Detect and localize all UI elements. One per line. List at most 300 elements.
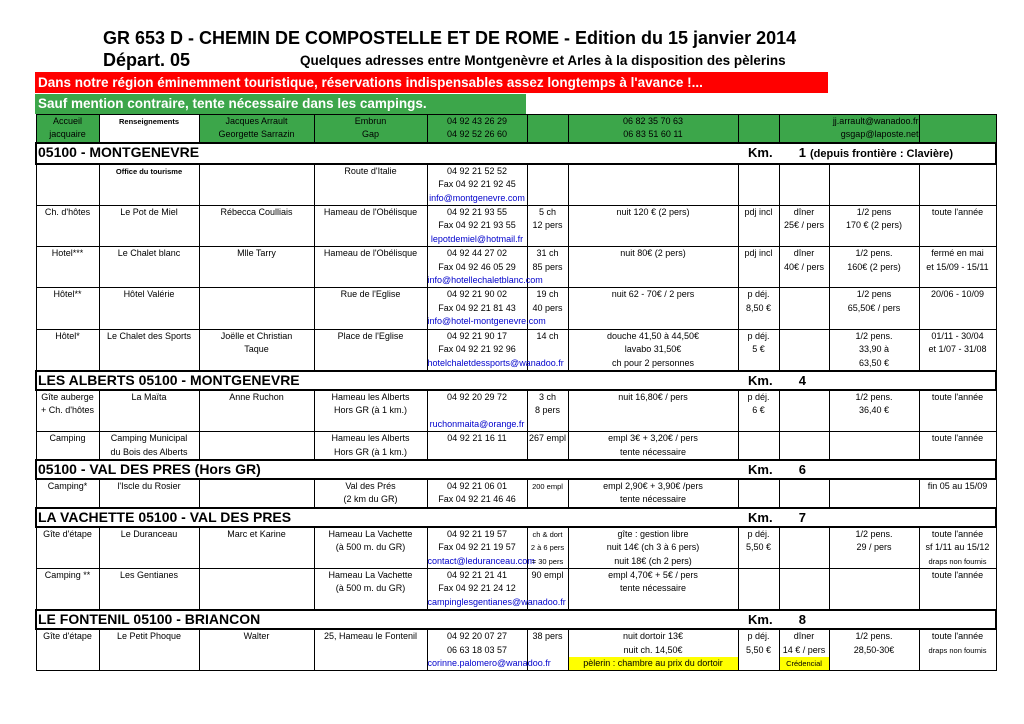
section-km bbox=[748, 509, 995, 526]
entry-cell: 2 à 6 pers bbox=[527, 541, 568, 554]
entry-cell bbox=[919, 404, 996, 417]
entry-cell: Taque bbox=[199, 343, 314, 356]
entry-cell bbox=[738, 233, 779, 247]
entry-cell bbox=[36, 178, 99, 191]
entry-cell bbox=[99, 178, 199, 191]
entry-cell bbox=[427, 446, 527, 459]
entry-cell bbox=[199, 274, 314, 288]
km-value bbox=[748, 611, 810, 628]
km-label: Km. bbox=[748, 509, 773, 525]
entry-line bbox=[36, 329, 996, 343]
entry-cell: Val des Prés bbox=[314, 479, 427, 493]
entry-cell: nuit dortoir 13€ bbox=[568, 629, 738, 643]
entry-cell bbox=[738, 432, 779, 446]
entry-cell: 12 pers bbox=[527, 219, 568, 232]
entry-line bbox=[36, 446, 996, 459]
entry-cell: Gîte d'étape bbox=[36, 629, 99, 643]
entry-cell: Place de l'Eglise bbox=[314, 329, 427, 343]
entry-cell: 8,50 € bbox=[738, 302, 779, 315]
entry-cell bbox=[527, 233, 568, 247]
entry-cell bbox=[314, 315, 427, 329]
entry-cell: nuit 120 € (2 pers) bbox=[568, 206, 738, 220]
entry-cell: Hôtel* bbox=[36, 329, 99, 343]
entry-cell: 5 ch bbox=[527, 206, 568, 220]
entry-cell bbox=[199, 233, 314, 247]
entry-line bbox=[36, 644, 996, 657]
entry-line bbox=[36, 390, 996, 404]
entry-cell bbox=[36, 446, 99, 459]
entry-cell bbox=[199, 404, 314, 417]
entry-cell bbox=[199, 446, 314, 459]
entry-cell bbox=[919, 219, 996, 232]
entry-cell bbox=[36, 582, 99, 595]
entry-cell bbox=[314, 274, 427, 288]
contact-cell: 04 92 43 26 29 04 92 52 26 60 bbox=[427, 115, 527, 143]
entry-cell bbox=[199, 219, 314, 232]
entry-line bbox=[36, 568, 996, 582]
km-number: 7 bbox=[798, 509, 806, 525]
entry-cell bbox=[738, 315, 779, 329]
entry-cell bbox=[527, 493, 568, 506]
entry-cell: Hameau La Vachette bbox=[314, 568, 427, 582]
entry-cell: corinne.palomero@wanadoo.fr bbox=[427, 657, 527, 671]
section-km bbox=[748, 611, 995, 628]
entry-cell bbox=[199, 302, 314, 315]
entry-cell: 04 92 21 52 52 bbox=[427, 164, 527, 178]
section-header-row bbox=[36, 371, 996, 390]
accommodation-table bbox=[35, 114, 997, 671]
entry-cell: toute l'année bbox=[919, 432, 996, 446]
entry-cell bbox=[99, 644, 199, 657]
entry-cell: 1/2 pens bbox=[829, 288, 919, 302]
entry-cell bbox=[779, 541, 829, 554]
entry-cell: Le Chalet blanc bbox=[99, 247, 199, 261]
entry-cell bbox=[314, 657, 427, 671]
entry-cell bbox=[779, 418, 829, 432]
entry-cell: 04 92 21 06 01 bbox=[427, 479, 527, 493]
entry-cell bbox=[919, 302, 996, 315]
entry-cell bbox=[527, 644, 568, 657]
entry-cell: pdj incl bbox=[738, 247, 779, 261]
entry-cell bbox=[314, 343, 427, 356]
entry-cell bbox=[199, 493, 314, 506]
entry-cell: nuit 18€ (ch 2 pers) bbox=[568, 555, 738, 569]
entry-cell: Hors GR (à 1 km.) bbox=[314, 404, 427, 417]
km-number: 6 bbox=[798, 461, 806, 477]
entry-cell bbox=[779, 479, 829, 493]
entry-cell: nuit ch. 14,50€ bbox=[568, 644, 738, 657]
entry-cell: nuit 16,80€ / pers bbox=[568, 390, 738, 404]
section-name: LE FONTENIL 05100 - BRIANCON bbox=[38, 611, 261, 628]
entry-cell bbox=[36, 343, 99, 356]
entry-line bbox=[36, 261, 996, 274]
entry-cell: 38 pers bbox=[527, 629, 568, 643]
section-header-row bbox=[36, 143, 996, 164]
entry-cell: p déj. bbox=[738, 329, 779, 343]
section-name: 05100 - MONTGENEVRE bbox=[38, 143, 200, 160]
entry-cell bbox=[829, 315, 919, 329]
entry-cell: Fax 04 92 46 05 29 bbox=[427, 261, 527, 274]
section-header bbox=[36, 460, 996, 479]
entry-cell bbox=[779, 315, 829, 329]
section-header-row bbox=[36, 610, 996, 629]
entry-cell: nuit 62 - 70€ / 2 pers bbox=[568, 288, 738, 302]
entry-cell bbox=[36, 555, 99, 569]
entry-cell bbox=[738, 479, 779, 493]
contact-cell: Embrun Gap bbox=[314, 115, 427, 143]
reservation-warning-banner: Dans notre région éminemment touristique, réservations indispensables assez longtemps à l'avance !... bbox=[35, 72, 828, 93]
km-label: Km. bbox=[748, 372, 773, 388]
entry-cell bbox=[36, 657, 99, 671]
entry-cell bbox=[919, 596, 996, 610]
document-subtitle: Quelques adresses entre Montgenèvre et Arles à la disposition des pèlerins bbox=[300, 53, 786, 68]
entry-cell: 1/2 pens. bbox=[829, 629, 919, 643]
km-number: 8 bbox=[798, 612, 806, 628]
entry-cell: Camping ** bbox=[36, 568, 99, 582]
entry-cell bbox=[919, 418, 996, 432]
entry-cell: p déj. bbox=[738, 390, 779, 404]
entry-cell bbox=[199, 644, 314, 657]
entry-cell: 06 63 18 03 57 bbox=[427, 644, 527, 657]
entry-cell: Joëlle et Christian bbox=[199, 329, 314, 343]
section-name: LA VACHETTE 05100 - VAL DES PRES bbox=[38, 508, 292, 525]
section-km bbox=[748, 372, 995, 389]
entry-cell: draps non fournis bbox=[919, 644, 996, 657]
entry-line bbox=[36, 206, 996, 220]
entry-cell bbox=[99, 582, 199, 595]
entry-cell: 1/2 pens. bbox=[829, 390, 919, 404]
entry-cell bbox=[919, 582, 996, 595]
department-label: Départ. 05 bbox=[103, 50, 191, 70]
entry-cell: (2 km du GR) bbox=[314, 493, 427, 506]
entry-cell: 04 92 21 19 57 bbox=[427, 527, 527, 541]
contact-email-cell: jj.arrault@wanadoo.fr gsgap@laposte.net bbox=[779, 115, 919, 143]
entry-cell bbox=[919, 178, 996, 191]
entry-cell: + Ch. d'hôtes bbox=[36, 404, 99, 417]
entry-line bbox=[36, 178, 996, 191]
document-title: GR 653 D - CHEMIN DE COMPOSTELLE ET DE ROME - Edition du 15 janvier 2014 bbox=[103, 28, 797, 48]
entry-cell: Gîte d'étape bbox=[36, 527, 99, 541]
entry-line bbox=[36, 274, 996, 288]
entry-line bbox=[36, 418, 996, 432]
entry-cell: fermé en mai bbox=[919, 247, 996, 261]
entry-line bbox=[36, 302, 996, 315]
entry-cell: Office du tourisme bbox=[99, 164, 199, 178]
entry-cell: 04 92 44 27 02 bbox=[427, 247, 527, 261]
entry-cell: Gîte auberge bbox=[36, 390, 99, 404]
entry-cell: 200 empl bbox=[527, 479, 568, 493]
section-header-row bbox=[36, 460, 996, 479]
entry-cell: p déj. bbox=[738, 527, 779, 541]
entry-cell bbox=[829, 164, 919, 178]
entry-cell bbox=[568, 164, 738, 178]
entry-cell bbox=[829, 178, 919, 191]
entry-cell: Fax 04 92 21 24 12 bbox=[427, 582, 527, 595]
entry-cell bbox=[36, 315, 99, 329]
entry-cell bbox=[199, 568, 314, 582]
entry-cell bbox=[779, 343, 829, 356]
entry-cell: du Bois des Alberts bbox=[99, 446, 199, 459]
entry-cell bbox=[829, 418, 919, 432]
entry-cell bbox=[779, 432, 829, 446]
entry-cell bbox=[314, 555, 427, 569]
entry-cell bbox=[99, 343, 199, 356]
entry-cell: ch & dort bbox=[527, 527, 568, 541]
entry-cell bbox=[527, 164, 568, 178]
entry-cell bbox=[568, 315, 738, 329]
entry-cell: 5,50 € bbox=[738, 644, 779, 657]
entry-cell: Le Pot de Miel bbox=[99, 206, 199, 220]
entry-cell bbox=[199, 657, 314, 671]
entry-cell: toute l'année bbox=[919, 629, 996, 643]
contact-cell bbox=[527, 115, 568, 143]
entry-cell bbox=[99, 274, 199, 288]
entry-cell bbox=[314, 178, 427, 191]
entry-cell: 19 ch bbox=[527, 288, 568, 302]
section-km bbox=[748, 461, 995, 478]
entry-cell: lavabo 31,50€ bbox=[568, 343, 738, 356]
entry-cell bbox=[779, 164, 829, 178]
entry-cell bbox=[36, 418, 99, 432]
section-header bbox=[36, 371, 996, 390]
entry-cell bbox=[314, 302, 427, 315]
entry-cell bbox=[779, 404, 829, 417]
entry-cell: empl 3€ + 3,20€ / pers bbox=[568, 432, 738, 446]
entry-cell bbox=[779, 274, 829, 288]
entry-cell: info@hotellechaletblanc.com bbox=[427, 274, 527, 288]
entry-cell bbox=[314, 261, 427, 274]
entry-cell bbox=[779, 555, 829, 569]
entry-cell bbox=[919, 493, 996, 506]
entry-cell: empl 2,90€ + 3,90€ /pers bbox=[568, 479, 738, 493]
entry-cell bbox=[738, 555, 779, 569]
km-number: 1 bbox=[798, 144, 806, 160]
entry-cell: Marc et Karine bbox=[199, 527, 314, 541]
entry-line bbox=[36, 288, 996, 302]
entry-cell bbox=[99, 261, 199, 274]
entry-cell: Hameau les Alberts bbox=[314, 390, 427, 404]
entry-cell: 31 ch bbox=[527, 247, 568, 261]
entry-cell: p déj. bbox=[738, 629, 779, 643]
entry-cell bbox=[36, 541, 99, 554]
contact-cell: Renseignements bbox=[99, 115, 199, 143]
entry-cell: Mlle Tarry bbox=[199, 247, 314, 261]
entry-cell: Hôtel Valérie bbox=[99, 288, 199, 302]
section-name: LES ALBERTS 05100 - MONTGENEVRE bbox=[38, 371, 300, 388]
km-label: Km. bbox=[748, 612, 773, 628]
km-value bbox=[748, 144, 810, 161]
entry-cell bbox=[36, 164, 99, 178]
entry-cell: ch pour 2 personnes bbox=[568, 357, 738, 371]
entry-cell bbox=[568, 302, 738, 315]
entry-cell bbox=[99, 418, 199, 432]
entry-cell bbox=[199, 164, 314, 178]
entry-cell bbox=[779, 596, 829, 610]
entry-cell bbox=[829, 274, 919, 288]
entry-cell: contact@leduranceau.com bbox=[427, 555, 527, 569]
entry-cell bbox=[568, 219, 738, 232]
entry-cell bbox=[738, 657, 779, 671]
entry-cell bbox=[527, 192, 568, 206]
entry-cell bbox=[779, 446, 829, 459]
entry-line bbox=[36, 479, 996, 493]
entry-cell bbox=[829, 582, 919, 595]
entry-cell: Rue de l'Eglise bbox=[314, 288, 427, 302]
entry-cell: 1/2 pens. bbox=[829, 527, 919, 541]
entry-cell bbox=[314, 596, 427, 610]
entry-cell bbox=[779, 493, 829, 506]
entry-cell: Le Chalet des Sports bbox=[99, 329, 199, 343]
entry-cell bbox=[779, 527, 829, 541]
entry-cell bbox=[199, 541, 314, 554]
entry-cell: 04 92 21 21 41 bbox=[427, 568, 527, 582]
entry-cell bbox=[919, 192, 996, 206]
entry-cell: 5 € bbox=[738, 343, 779, 356]
entry-cell bbox=[99, 555, 199, 569]
entry-cell: Crédencial bbox=[779, 657, 829, 671]
entry-cell: toute l'année bbox=[919, 527, 996, 541]
entry-cell bbox=[738, 418, 779, 432]
entry-cell bbox=[527, 178, 568, 191]
entry-line bbox=[36, 629, 996, 643]
entry-cell: nuit 14€ (ch 3 à 6 pers) bbox=[568, 541, 738, 554]
entry-cell bbox=[829, 568, 919, 582]
entry-cell: 14 ch bbox=[527, 329, 568, 343]
km-note: (depuis frontière : Clavière) bbox=[810, 147, 954, 160]
entry-cell: info@montgenevre.com bbox=[427, 192, 527, 206]
entry-cell bbox=[314, 644, 427, 657]
entry-cell: 36,40 € bbox=[829, 404, 919, 417]
entry-cell: 01/11 - 30/04 bbox=[919, 329, 996, 343]
entry-cell bbox=[738, 192, 779, 206]
entry-cell bbox=[36, 233, 99, 247]
entry-cell bbox=[314, 357, 427, 371]
entry-cell bbox=[779, 390, 829, 404]
entry-cell: draps non fournis bbox=[919, 555, 996, 569]
entry-cell: Camping* bbox=[36, 479, 99, 493]
entry-cell bbox=[99, 233, 199, 247]
section-header bbox=[36, 143, 996, 164]
entry-cell bbox=[919, 357, 996, 371]
entry-cell bbox=[199, 192, 314, 206]
entry-cell: 25, Hameau le Fontenil bbox=[314, 629, 427, 643]
entry-cell: Hameau de l'Obélisque bbox=[314, 206, 427, 220]
entry-line bbox=[36, 357, 996, 371]
section-header bbox=[36, 508, 996, 527]
entry-cell: Hameau La Vachette bbox=[314, 527, 427, 541]
entry-cell bbox=[199, 357, 314, 371]
entry-cell bbox=[738, 261, 779, 274]
entry-cell: Fax 04 92 21 93 55 bbox=[427, 219, 527, 232]
entry-line bbox=[36, 247, 996, 261]
entry-cell bbox=[738, 219, 779, 232]
entry-cell: 40€ / pers bbox=[779, 261, 829, 274]
entry-cell: campinglesgentianes@wanadoo.fr bbox=[427, 596, 527, 610]
entry-cell: 5,50 € bbox=[738, 541, 779, 554]
entry-line bbox=[36, 555, 996, 569]
entry-line bbox=[36, 596, 996, 610]
entry-cell bbox=[199, 432, 314, 446]
entry-cell bbox=[99, 219, 199, 232]
entry-cell: 40 pers bbox=[527, 302, 568, 315]
entry-cell: Camping bbox=[36, 432, 99, 446]
entry-cell bbox=[829, 446, 919, 459]
entry-cell: gîte : gestion libre bbox=[568, 527, 738, 541]
entry-cell bbox=[568, 261, 738, 274]
entry-cell: empl 4,70€ + 5€ / pers bbox=[568, 568, 738, 582]
km-value bbox=[748, 461, 810, 478]
entry-cell bbox=[199, 596, 314, 610]
entry-cell bbox=[919, 274, 996, 288]
entry-cell bbox=[314, 192, 427, 206]
entry-cell bbox=[36, 261, 99, 274]
entry-cell bbox=[568, 178, 738, 191]
entry-cell bbox=[99, 541, 199, 554]
entry-cell: Anne Ruchon bbox=[199, 390, 314, 404]
entry-cell bbox=[738, 582, 779, 595]
entry-cell bbox=[779, 302, 829, 315]
entry-cell: Walter bbox=[199, 629, 314, 643]
entry-cell bbox=[99, 657, 199, 671]
entry-cell: dîner bbox=[779, 629, 829, 643]
entry-cell: toute l'année bbox=[919, 206, 996, 220]
entry-line bbox=[36, 343, 996, 356]
entry-cell: lepotdemiel@hotmail.fr bbox=[427, 233, 527, 247]
entry-cell: hotelchaletdessports@wanadoo.fr bbox=[427, 357, 527, 371]
entry-cell: Fax 04 92 21 92 96 bbox=[427, 343, 527, 356]
entry-line bbox=[36, 541, 996, 554]
km-value bbox=[748, 509, 810, 526]
entry-cell bbox=[738, 178, 779, 191]
entry-cell: 04 92 21 90 02 bbox=[427, 288, 527, 302]
entry-cell: 04 92 21 16 11 bbox=[427, 432, 527, 446]
entry-cell: pèlerin : chambre au prix du dortoir bbox=[568, 657, 738, 671]
km-number: 4 bbox=[798, 372, 806, 388]
km-value bbox=[748, 372, 810, 389]
entry-cell bbox=[919, 164, 996, 178]
entry-cell bbox=[568, 192, 738, 206]
entry-cell: = 30 pers bbox=[527, 555, 568, 569]
entry-cell bbox=[36, 302, 99, 315]
entry-cell bbox=[99, 302, 199, 315]
entry-line bbox=[36, 404, 996, 417]
entry-cell bbox=[829, 192, 919, 206]
entry-cell: (à 500 m. du GR) bbox=[314, 582, 427, 595]
entry-cell: et 15/09 - 15/11 bbox=[919, 261, 996, 274]
entry-cell bbox=[829, 233, 919, 247]
km-label: Km. bbox=[748, 144, 773, 160]
entry-cell bbox=[314, 418, 427, 432]
entry-cell: Le Duranceau bbox=[99, 527, 199, 541]
entry-cell: Le Petit Phoque bbox=[99, 629, 199, 643]
entry-cell bbox=[829, 596, 919, 610]
entry-cell: Route d'Italie bbox=[314, 164, 427, 178]
entry-cell: toute l'année bbox=[919, 390, 996, 404]
entry-line bbox=[36, 233, 996, 247]
entry-cell bbox=[919, 315, 996, 329]
section-header-row bbox=[36, 508, 996, 527]
entry-cell bbox=[199, 479, 314, 493]
entry-cell: Fax 04 92 21 92 45 bbox=[427, 178, 527, 191]
entry-cell: 04 92 21 93 55 bbox=[427, 206, 527, 220]
entry-cell: info@hotel-montgenevre.com bbox=[427, 315, 527, 329]
entry-cell: Rébecca Coulliais bbox=[199, 206, 314, 220]
contact-cell: Jacques Arrault Georgette Sarrazin bbox=[199, 115, 314, 143]
entry-cell: 1/2 pens. bbox=[829, 329, 919, 343]
entry-cell bbox=[568, 404, 738, 417]
entry-cell: 8 pers bbox=[527, 404, 568, 417]
entry-cell bbox=[568, 596, 738, 610]
